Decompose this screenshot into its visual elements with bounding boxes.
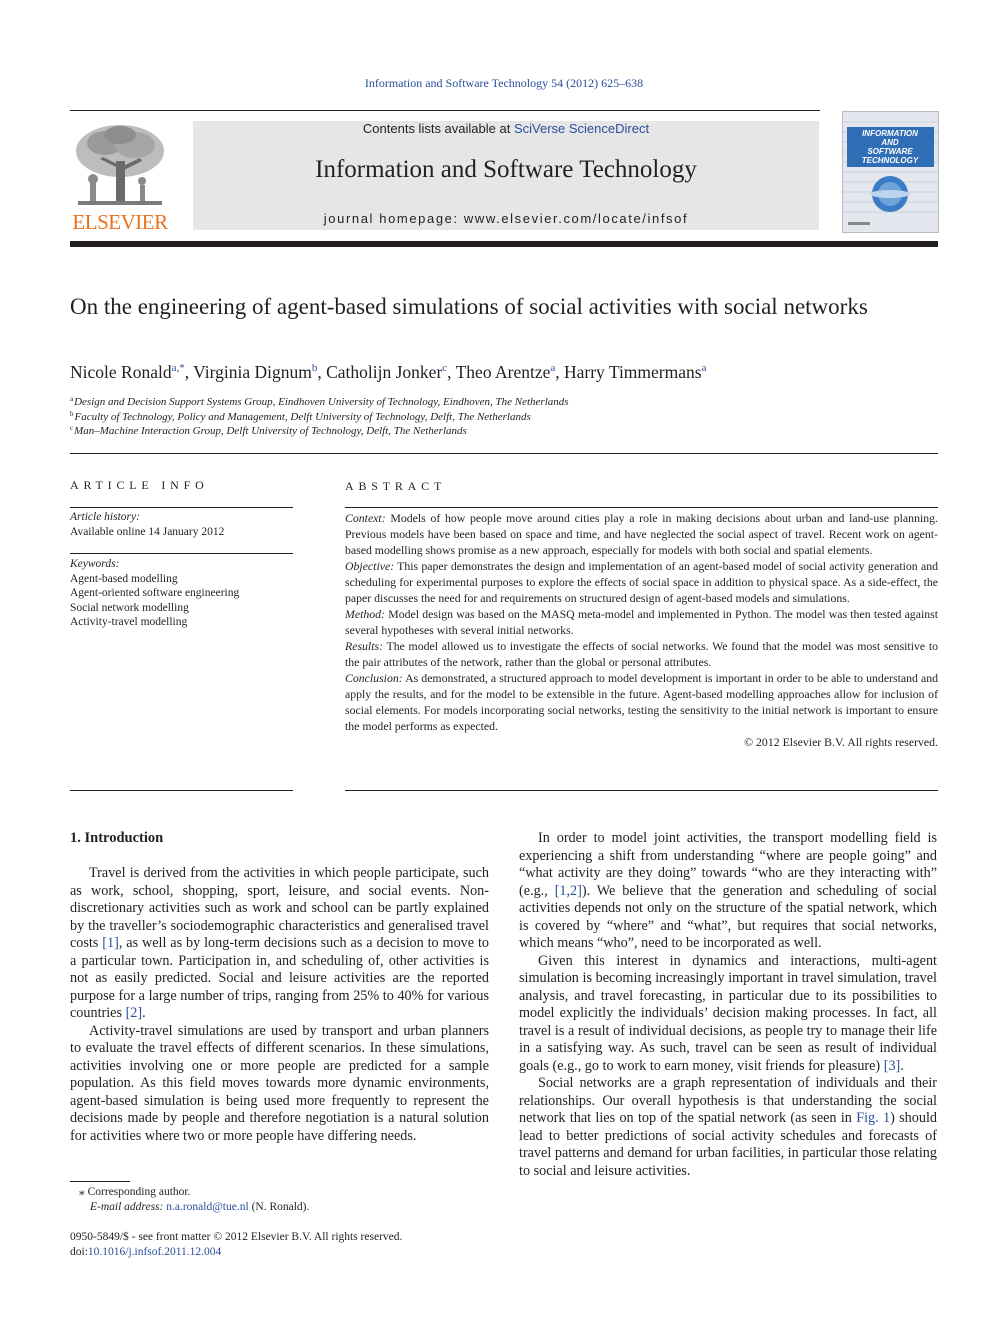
footnotes <box>70 1185 489 1215</box>
article-title: On the engineering of agent-based simulations of social activities with social networks <box>70 294 868 319</box>
abstract-text: As demonstrated, a structured approach to model development is important in order to be able to understand and apply the results, and for the model to be extensible in the future. Agent-based modelling approaches allow for inclusion of social elements. For models incorporating social networks, testing the sensitivity to the initial network is important to ensure the model performs as expected. <box>345 671 938 733</box>
affiliation-c <box>70 424 467 437</box>
author-name: Harry Timmermans <box>564 362 702 382</box>
author-name: Virginia Dignum <box>193 362 312 382</box>
paragraph-text: Travel is derived from the activities in which people participate, such as work, school, shopping, sport, leisure, and social events. Non-discretionary activities such as work and school can be partly explained by the traveller’s sociodemographic characteristics and generalised travel costs <box>70 865 489 951</box>
email-suffix: (N. Ronald). <box>248 1201 310 1213</box>
author-name: Catholijn Jonker <box>326 362 443 382</box>
article-meta <box>70 1230 402 1260</box>
abstract-label: Context: <box>345 511 386 525</box>
history-value: Available online 14 January 2012 <box>70 525 225 538</box>
abstract-label: Method: <box>345 607 385 621</box>
abstract-label: Results: <box>345 639 384 653</box>
footnote-rule <box>70 1181 130 1182</box>
abstract-method <box>345 606 938 638</box>
abstract-label: Objective: <box>345 559 395 573</box>
corresponding-author-note <box>70 1185 489 1200</box>
abstract-conclusion <box>345 670 938 734</box>
cover-title-line-3: SOFTWARE <box>867 147 913 156</box>
body-column-right <box>519 830 937 1180</box>
citation-ref[interactable]: [1] <box>102 935 119 951</box>
article-history <box>70 510 293 539</box>
author-affiliation-link[interactable]: a <box>701 362 707 374</box>
journal-cover-icon <box>843 112 938 232</box>
contents-prefix: Contents lists available at <box>362 121 511 136</box>
elsevier-tree-icon <box>70 121 170 211</box>
sciencedirect-link[interactable]: SciVerse ScienceDirect <box>513 121 650 136</box>
abstract-objective <box>345 558 938 606</box>
author-name: Nicole Ronald <box>70 362 172 382</box>
footnote-marker: ⁎ <box>79 1186 85 1198</box>
article-info-rule <box>70 790 293 791</box>
keywords <box>70 557 310 630</box>
paragraph <box>519 830 937 953</box>
doi-line <box>70 1245 402 1260</box>
abstract-results <box>345 638 938 670</box>
paragraph-text: In order to model joint activities, the transport modelling field is experiencing a shift from understanding “where are people going” and “what activity are they doing” towards “who are they interacting with” (e.g., <box>519 830 937 899</box>
paragraph-text: , as well as by long-term decisions such as a decision to move to a particular town. Participation in, and scheduling of, other activities is not as easily predicted. Social and leisure activities are the reported purpose for a large number of trips, ranging from 25% to 40% for various countries <box>70 935 490 1021</box>
paragraph <box>519 1075 937 1180</box>
paragraph-text: Given this interest in dynamics and interactions, multi-agent simulation is becoming increasingly important in travel simulation, travel analysis, and travel forecasting, in particular due to its possibilities to model explicitly the individuals’ decision making processes. In fact, all travel is a result of individual decisions, as people try to manage their life in a satisfying way. As such, travel can be seen as result of individual goals (e.g., go to work to earn money, visit friends for pleasure) <box>519 952 937 1074</box>
affiliation-marker: c <box>70 424 74 432</box>
abstract-rule <box>345 507 938 508</box>
header-thick-rule <box>70 241 938 247</box>
elsevier-wordmark: ELSEVIER <box>72 210 168 234</box>
paragraph-text: . <box>142 1005 146 1021</box>
body-column-left <box>70 865 489 1145</box>
affiliation-rule <box>70 453 938 454</box>
citation-ref[interactable]: [1,2] <box>554 882 582 899</box>
paragraph <box>519 953 937 1076</box>
abstract-text: The model allowed us to investigate the effects of social networks. We found that the model was most sensitive to the pair attributes of the network, rather than the global or personal attributes. <box>345 639 938 669</box>
citation-ref[interactable]: [2] <box>125 1005 143 1021</box>
author-name: Theo Arentze <box>455 362 551 382</box>
figure-ref[interactable]: Fig. 1 <box>856 1110 891 1126</box>
cover-title-line-1: INFORMATION <box>862 129 918 138</box>
author-affiliation-link[interactable]: a <box>550 362 556 374</box>
paragraph <box>70 865 489 1023</box>
journal-cover-thumbnail[interactable] <box>842 111 939 233</box>
history-label: Article history: <box>70 511 140 523</box>
affiliation-text: Design and Decision Support Systems Group, Eindhoven University of Technology, Eindhoven, The Netherlands <box>74 396 569 408</box>
keyword: Social network modelling <box>70 601 189 614</box>
section-heading: 1. Introduction <box>70 830 164 846</box>
abstract-heading: ABSTRACT <box>345 479 447 493</box>
affiliation-marker: b <box>70 410 74 418</box>
abstract-rule <box>345 790 938 791</box>
abstract-text: Models of how people move around cities play a role in making decisions about urban and land-use planning. Previous models have been based on space and time, and have neglected the social aspect of travel. Recent work on agent-based modelling shows promise as a new approach, especially for models with both social and spatial elements. <box>345 511 938 557</box>
affiliation-text: Faculty of Technology, Policy and Management, Delft University of Technology, Delft, The Netherlands <box>74 411 531 423</box>
issn-line: 0950-5849/$ - see front matter © 2012 Elsevier B.V. All rights reserved. <box>70 1231 403 1243</box>
keywords-label: Keywords: <box>70 558 120 570</box>
citation-ref[interactable]: [3] <box>883 1057 901 1074</box>
affiliation-text: Man–Machine Interaction Group, Delft University of Technology, Delft, The Netherlands <box>74 425 467 437</box>
journal-homepage[interactable]: journal homepage: www.elsevier.com/locate/infsof <box>323 211 689 226</box>
keyword: Agent-based modelling <box>70 572 178 585</box>
email-label: E-mail address: <box>90 1201 164 1213</box>
article-info-rule <box>70 507 293 508</box>
article-info-heading: ARTICLE INFO <box>70 478 209 492</box>
contents-line <box>193 121 819 136</box>
journal-name[interactable]: Information and Software Technology <box>315 156 697 183</box>
author-affiliation-link[interactable]: c <box>442 362 448 374</box>
paragraph: Activity-travel simulations are used by transport and urban planners to evaluate the travel effects of different scenarios. In these simulations, activities involving one or more people are predicted for a sample population. As this field moves towards more dynamic environments, agent-based simulation is being used more frequently to represent the decisions made by people and therefore negotiation is a natural solution for activities where two or more people have differing needs. <box>70 1022 489 1144</box>
doi-label: doi: <box>70 1246 88 1258</box>
journal-citation[interactable] <box>0 76 992 91</box>
article-info-rule <box>70 553 293 554</box>
affiliation-a <box>70 395 569 408</box>
paragraph-text: ) should lead to better predictions of social activity schedules and forecasts of travel patterns and demand for urban facilities, in particular those relating to social and leisure activities. <box>519 1110 938 1179</box>
abstract-body <box>345 510 938 750</box>
abstract-context <box>345 510 938 558</box>
paragraph-text: Social networks are a graph representation of individuals and their relationships. Our overall hypothesis is that understanding the social network that lies on top of the spatial network (as seen in <box>519 1075 937 1126</box>
affiliation-b <box>70 410 531 423</box>
cover-title-line-4: TECHNOLOGY <box>861 156 919 165</box>
footnote-text: Corresponding author. <box>87 1186 191 1198</box>
paragraph-text: . <box>900 1057 904 1074</box>
abstract-text: Model design was based on the MASQ meta-model and implemented in Python. The model was then tested against several hypotheses with several initial networks. <box>345 607 938 637</box>
abstract-label: Conclusion: <box>345 671 403 685</box>
author-affiliation-link[interactable]: b <box>311 362 318 374</box>
cover-title-line-2: AND <box>881 138 899 147</box>
author-list: Nicole Ronald$^{a,*}$, Virginia Dignum$^b$, Catholijn Jonker$^c$, Theo Arentze$^a$, Harry Timmermans$^a$ <box>70 362 707 382</box>
email-note <box>70 1200 489 1215</box>
paragraph-text: ). We believe that the generation and scheduling of social activities depends not only on the structure of the spatial network, which is covered by “where” and “what”, but requires that social networks, which means “who”, need to be incorporated as well. <box>519 882 938 951</box>
affiliation-marker: a <box>70 395 74 403</box>
citation-link[interactable]: Information and Software Technology 54 (2012) 625–638 <box>364 76 644 90</box>
doi-link[interactable]: 10.1016/j.infsof.2011.12.004 <box>87 1246 222 1258</box>
header-top-rule <box>70 110 820 111</box>
abstract-text: This paper demonstrates the design and implementation of an agent-based model of social activity generation and scheduling for experimental purposes to explore the effects of social space in addition to physical space. As a side-effect, the paper discusses the need for and requirements on structured design of agent-based models and simulations. <box>345 559 938 605</box>
author-affiliation-link[interactable]: a,* <box>171 362 185 374</box>
email-link[interactable]: n.a.ronald@tue.nl <box>166 1201 249 1213</box>
keyword: Activity-travel modelling <box>70 616 188 628</box>
copyright: © 2012 Elsevier B.V. All rights reserved. <box>744 735 938 749</box>
keyword: Agent-oriented software engineering <box>70 587 240 599</box>
